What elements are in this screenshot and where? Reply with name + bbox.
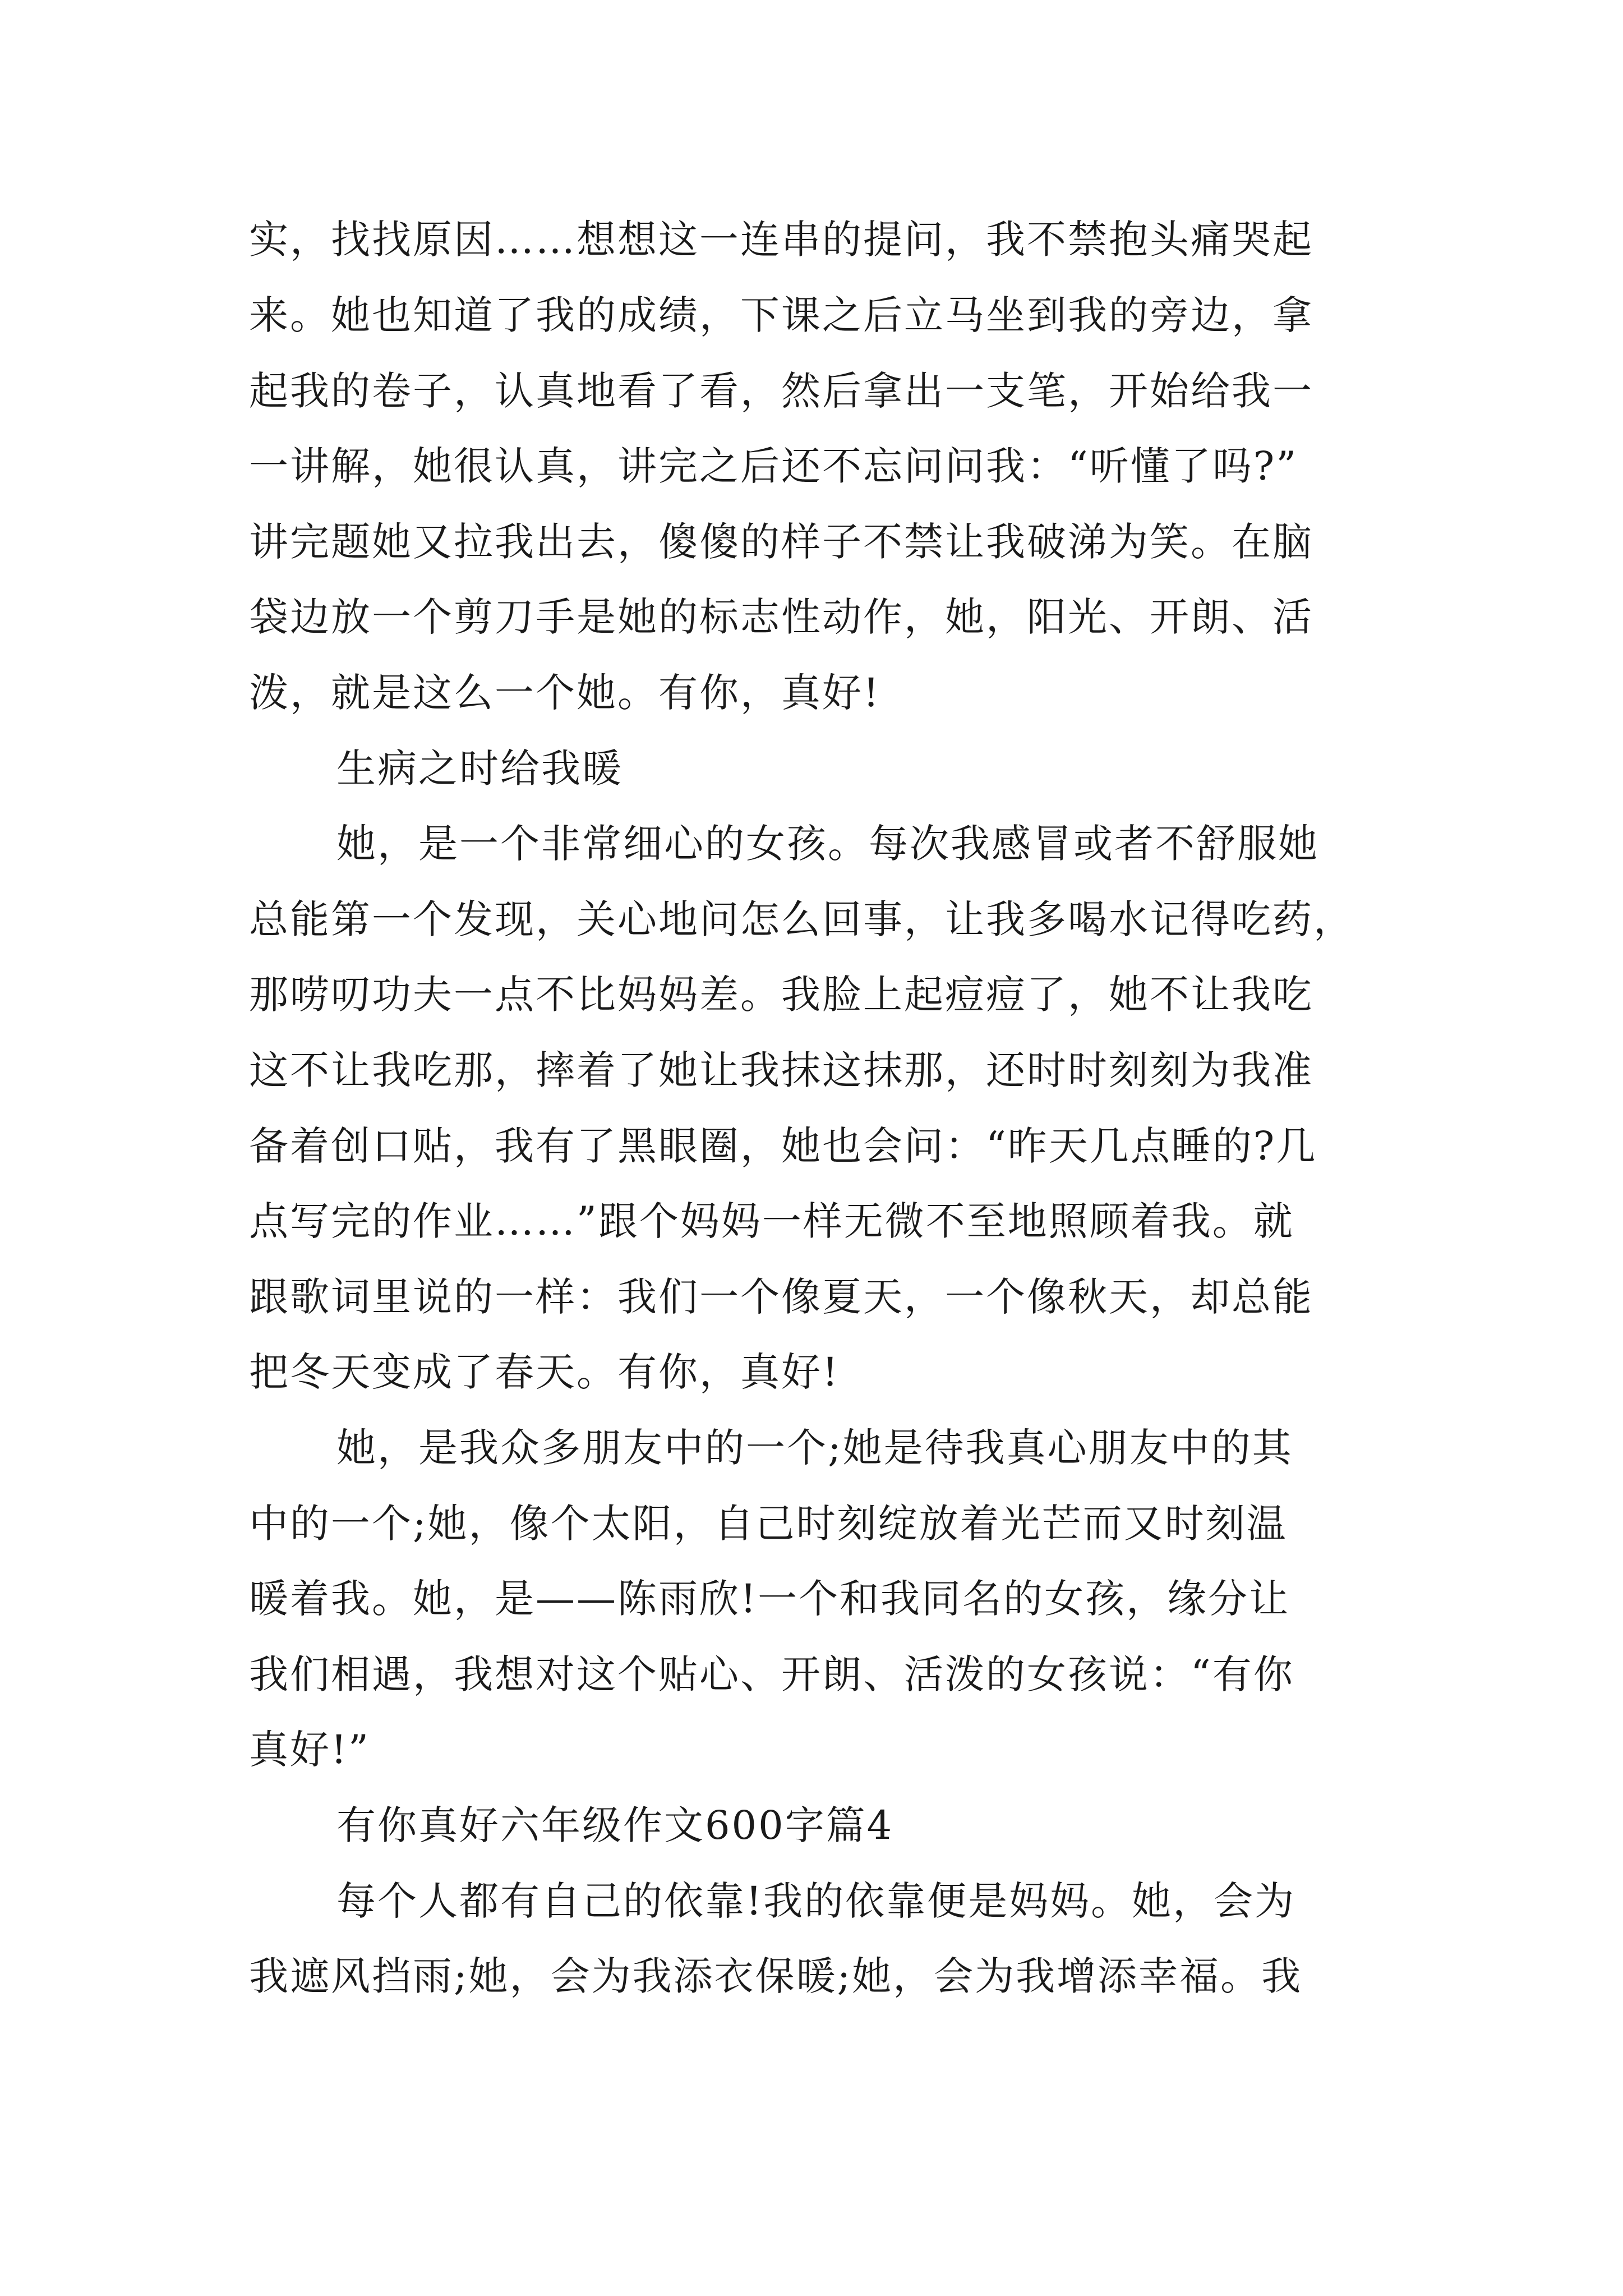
text-line: 把冬天变成了春天。有你，真好! [249,1349,840,1395]
text-line: 那唠叨功夫一点不比妈妈差。我脸上起痘痘了，她不让我吃 [249,972,1313,1018]
text-line: 总能第一个发现，关心地问怎么回事，让我多喝水记得吃药， [249,896,1354,942]
text-line: 跟歌词里说的一样：我们一个像夏天，一个像秋天，却总能 [249,1274,1313,1320]
text-line: 每个人都有自己的依靠!我的依靠便是妈妈。她，会为 [336,1878,1296,1924]
text-line: 起我的卷子，认真地看了看，然后拿出一支笔，开始给我一 [249,368,1313,414]
text-line: 这不让我吃那，摔着了她让我抹这抹那，还时时刻刻为我准 [249,1047,1313,1093]
text-line: 泼，就是这么一个她。有你，真好! [249,670,881,716]
text-line: 来。她也知道了我的成绩，下课之后立马坐到我的旁边，拿 [249,292,1313,338]
text-line: 真好!” [249,1727,370,1773]
text-line: 她，是一个非常细心的女孩。每次我感冒或者不舒服她 [336,821,1319,867]
text-line: 暖着我。她，是——陈雨欣!一个和我同名的女孩，缘分让 [249,1576,1290,1622]
text-line: 一讲解，她很认真，讲完之后还不忘问问我：“听懂了吗?” [249,443,1298,489]
text-line: 袋边放一个剪刀手是她的标志性动作，她，阳光、开朗、活 [249,594,1313,640]
text-line: 我遮风挡雨;她，会为我添衣保暖;她，会为我增添幸福。我 [249,1953,1303,1999]
text-line: 讲完题她又拉我出去，傻傻的样子不禁让我破涕为笑。在脑 [249,519,1313,565]
text-line: 中的一个;她，像个太阳，自己时刻绽放着光芒而又时刻温 [249,1501,1288,1547]
text-line: 她，是我众多朋友中的一个;她是待我真心朋友中的其 [336,1425,1293,1471]
text-line: 备着创口贴，我有了黑眼圈，她也会问：“昨天几点睡的?几 [249,1123,1317,1169]
text-line: 我们相遇，我想对这个贴心、开朗、活泼的女孩说：“有你 [249,1651,1294,1697]
text-line: 实，找找原因……想想这一连串的提问，我不禁抱头痛哭起 [249,217,1313,263]
section-heading: 有你真好六年级作文600字篇4 [336,1802,894,1848]
section-heading: 生病之时给我暖 [336,746,623,792]
text-line: 点写完的作业……”跟个妈妈一样无微不至地照顾着我。就 [249,1198,1294,1244]
